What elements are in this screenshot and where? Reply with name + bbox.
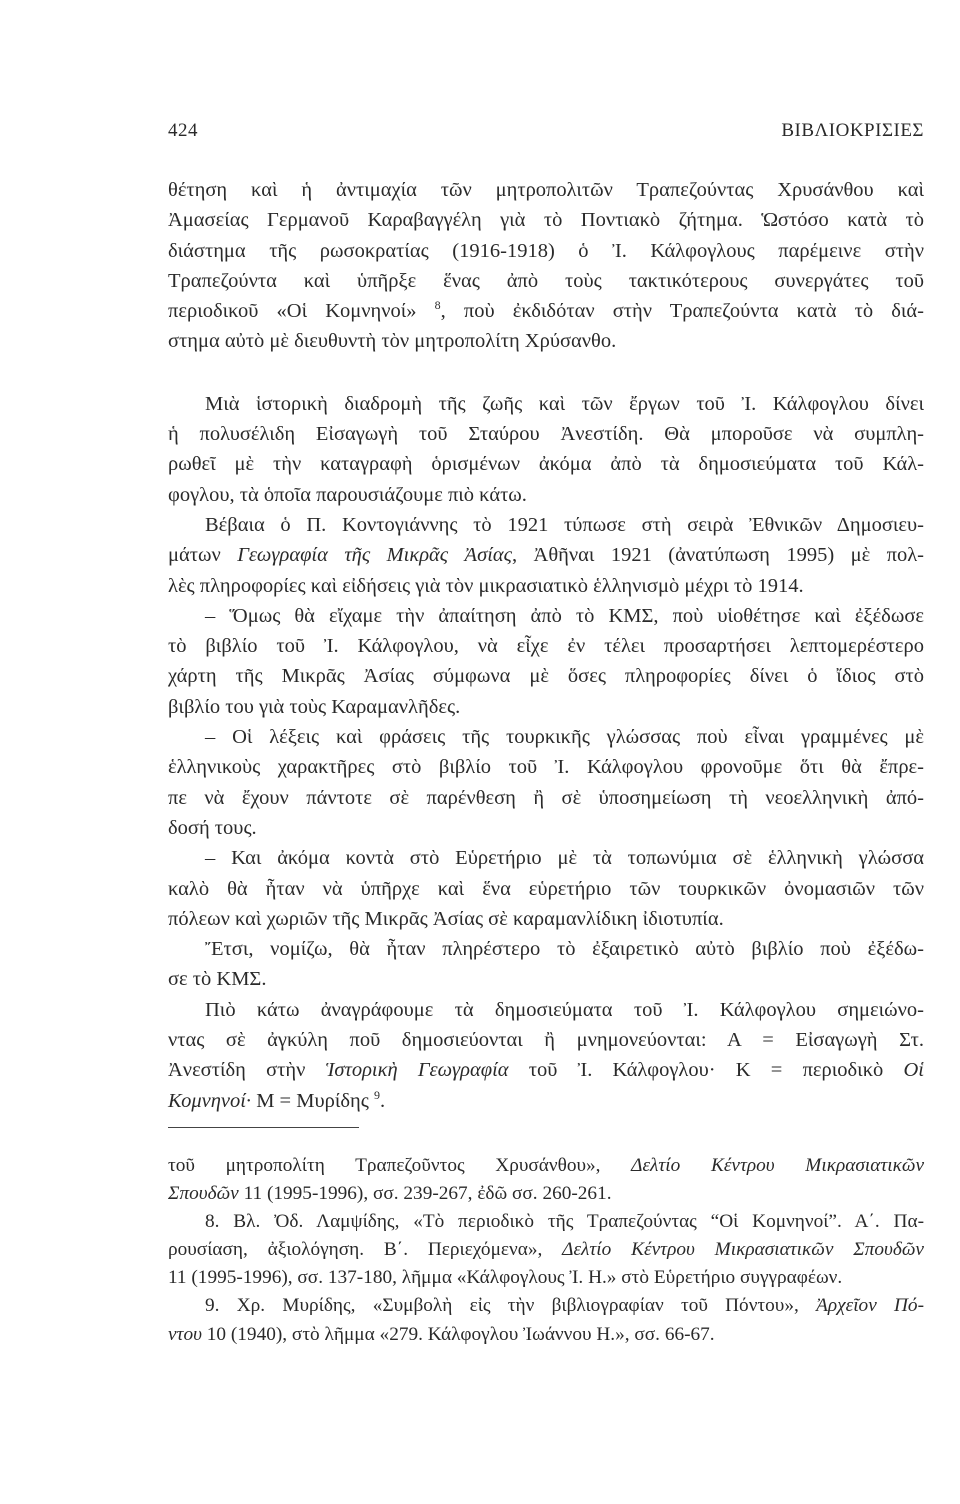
- text-line: Μιὰ ἱστορικὴ διαδρομὴ τῆς ζωῆς καὶ τῶν ἔργων τοῦ Ἰ. Κάλφογλου δίνει: [205, 392, 924, 415]
- text-line: πόλεων καὶ χωριῶν τῆς Μικρᾶς Ἀσίας σὲ καραμανλίδικη ἰδιοτυπία.: [168, 907, 724, 930]
- paragraph-3: [168, 510, 924, 601]
- text-line: ἑλληνικοὺς χαρακτῆρες στὸ βιβλίο τοῦ Ἰ. Κάλφογλου φρονοῦμε ὅτι θὰ ἔπρε-: [168, 756, 924, 779]
- footnote-line: Σπουδῶν 11 (1995-1996), σσ. 239-267, ἐδῶ σσ. 260-261.: [168, 1183, 612, 1205]
- text-line: λὲς πληροφορίες καὶ εἰδήσεις γιὰ τὸν μικρασιατικὸ ἑλληνισμὸ μέχρι τὸ 1914.: [168, 574, 804, 597]
- text-line: μάτων Γεωγραφία τῆς Μικρᾶς Ἀσίας, Ἀθῆναι 1921 (ἀνατύπωση 1995) μὲ πολ-: [168, 544, 924, 567]
- text-line: δοσή τους.: [168, 816, 257, 839]
- text-line: πε νὰ ἔχουν πάντοτε σὲ παρένθεση ἢ σὲ ὑποσημείωση τὴ νεοελληνικὴ ἀπό-: [168, 786, 924, 809]
- footnote-ref: 8: [434, 298, 441, 313]
- footnote-ref: 9: [373, 1087, 380, 1102]
- text-line: διάστημα τῆς ρωσοκρατίας (1916-1918) ὁ Ἰ. Κάλφογλους παρέμεινε στὴν: [168, 239, 924, 262]
- text-line: – Ὅμως θὰ εἴχαμε τὴν ἀπαίτηση ἀπὸ τὸ ΚΜΣ, ποὺ υἱοθέτησε καὶ ἐξέδωσε: [205, 604, 924, 627]
- text-line: περιοδικοῦ «Οἱ Κομνηνοί» $^8$, ποὺ ἐκδιδόταν στὴν Τραπεζούντα κατὰ τὸ διά-: [168, 298, 924, 323]
- text-line: ἡ πολυσέλιδη Εἰσαγωγὴ τοῦ Σταύρου Ἀνεστίδη. Θὰ μποροῦσε νὰ συμπλη-: [168, 423, 924, 446]
- footnote-line: ρουσίαση, ἀξιολόγηση. Β΄. Περιεχόμενα», Δελτίο Κέντρου Μικρασιατικῶν Σπουδῶν: [168, 1239, 924, 1261]
- footnote-line: 9. Χρ. Μυρίδης, «Συμβολὴ εἰς τὴν βιβλιογραφίαν τοῦ Πόντου», Ἀρχεῖον Πό-: [205, 1295, 924, 1317]
- text-line: θέτηση καὶ ἡ ἀντιμαχία τῶν μητροπολιτῶν Τραπεζούντας Χρυσάνθου καὶ: [168, 179, 924, 201]
- footnotes: [168, 1152, 924, 1349]
- text-line: – Και ἀκόμα κοντὰ στὸ Εὑρετήριο μὲ τὰ τοπωνύμια σὲ ἑλληνικὴ γλώσσα: [205, 847, 924, 870]
- text-line: ντας σὲ ἀγκύλη ποῦ δημοσιεύονται ἢ μνημονεύονται: Α = Εἰσαγωγὴ Στ.: [168, 1029, 924, 1052]
- text-line: Πιὸ κάτω ἀναγράφουμε τὰ δημοσιεύματα τοῦ Ἰ. Κάλφογλου σημειώνο-: [205, 998, 924, 1021]
- footnote-line: ντου 10 (1940), στὸ λῆμμα «279. Κάλφογλου Ἰωάννου Η.», σσ. 66-67.: [168, 1323, 715, 1345]
- footnote-8: [168, 1208, 924, 1292]
- paragraph-8: [168, 995, 924, 1116]
- footnote-continued: [168, 1152, 924, 1208]
- page-number: 424: [168, 120, 198, 141]
- text-line: βιβλίο του γιὰ τοὺς Καραμανλῆδες.: [168, 695, 461, 718]
- footnote-9: [168, 1292, 924, 1348]
- text-line: τὸ βιβλίο τοῦ Ἰ. Κάλφογλου, νὰ εἶχε ἐν τέλει προσαρτήσει λεπτομερέστερο: [168, 635, 924, 658]
- paragraph-2: [168, 389, 924, 510]
- main-text: [168, 175, 924, 1116]
- text-line: ρωθεῖ μὲ τὴν καταγραφὴ ὁρισμένων ἀκόμα ἀπὸ τὰ δημοσιεύματα τοῦ Κάλ-: [168, 453, 924, 476]
- text-line: Ἔτσι, νομίζω, θὰ ἦταν πληρέστερο τὸ ἐξαιρετικὸ αὐτὸ βιβλίο ποὺ ἐξέδω-: [205, 938, 924, 961]
- footnote-line: 11 (1995-1996), σσ. 137-180, λῆμμα «Κάλφογλους Ἰ. Η.» στὸ Εὑρετήριο συγγραφέων.: [168, 1267, 843, 1289]
- paragraph-5: [168, 722, 924, 843]
- text-line: καλὸ θὰ ἦταν νὰ ὑπῆρχε καὶ ἕνα εὑρετήριο τῶν τουρκικῶν ὀνομασιῶν τῶν: [168, 877, 924, 900]
- text-line: Ἀνεστίδη στὴν Ἱστορικὴ Γεωγραφία τοῦ Ἰ. Κάλφογλου· Κ = περιοδικὸ Οἱ: [168, 1059, 924, 1082]
- text-line: σε τὸ ΚΜΣ.: [168, 968, 267, 991]
- footnote-line: τοῦ μητροπολίτη Τραπεζοῦντος Χρυσάνθου», Δελτίο Κέντρου Μικρασιατικῶν: [168, 1155, 925, 1176]
- text-line: Τραπεζούντα καὶ ὑπῆρξε ἕνας ἀπὸ τοὺς τακτικότερους συνεργάτες τοῦ: [168, 269, 924, 292]
- text-line: χάρτη τῆς Μικρᾶς Ἀσίας σύμφωνα μὲ ὅσες πληροφορίες δίνει ὁ ἴδιος στὸ: [168, 665, 924, 688]
- paragraph-7: [168, 934, 924, 995]
- running-title: ΒΙΒΛΙΟΚΡΙΣΙΕΣ: [781, 120, 924, 141]
- text-line: Βέβαια ὁ Π. Κοντογιάννης τὸ 1921 τύπωσε στὴ σειρὰ Ἐθνικῶν Δημοσιευ-: [205, 513, 924, 536]
- paragraph-6: [168, 843, 924, 934]
- text-line: – Οἱ λέξεις καὶ φράσεις τῆς τουρκικῆς γλώσσας ποὺ εἶναι γραμμένες μὲ: [205, 726, 924, 749]
- text-line: στημα αὐτὸ μὲ διευθυντὴ τὸν μητροπολίτη Χρύσανθο.: [168, 330, 617, 353]
- paragraph-4: [168, 601, 924, 722]
- text-line: Ἀμασείας Γερμανοῦ Καραβαγγέλη γιὰ τὸ Ποντιακὸ ζήτημα. Ὡστόσο κατὰ τὸ: [168, 209, 924, 232]
- text-line: φογλου, τὰ ὁποῖα παρουσιάζουμε πιὸ κάτω.: [168, 483, 527, 506]
- text-line: Κομνηνοί· Μ = Μυρίδης $^9$.: [168, 1087, 386, 1112]
- footnote-separator: [168, 1127, 359, 1128]
- footnote-line: 8. Βλ. Ὀδ. Λαμψίδης, «Τὸ περιοδικὸ τῆς Τραπεζούντας “Οἱ Κομνηνοί”. Α΄. Πα-: [205, 1211, 924, 1233]
- page-header: [168, 120, 924, 148]
- paragraph-1: [168, 175, 924, 357]
